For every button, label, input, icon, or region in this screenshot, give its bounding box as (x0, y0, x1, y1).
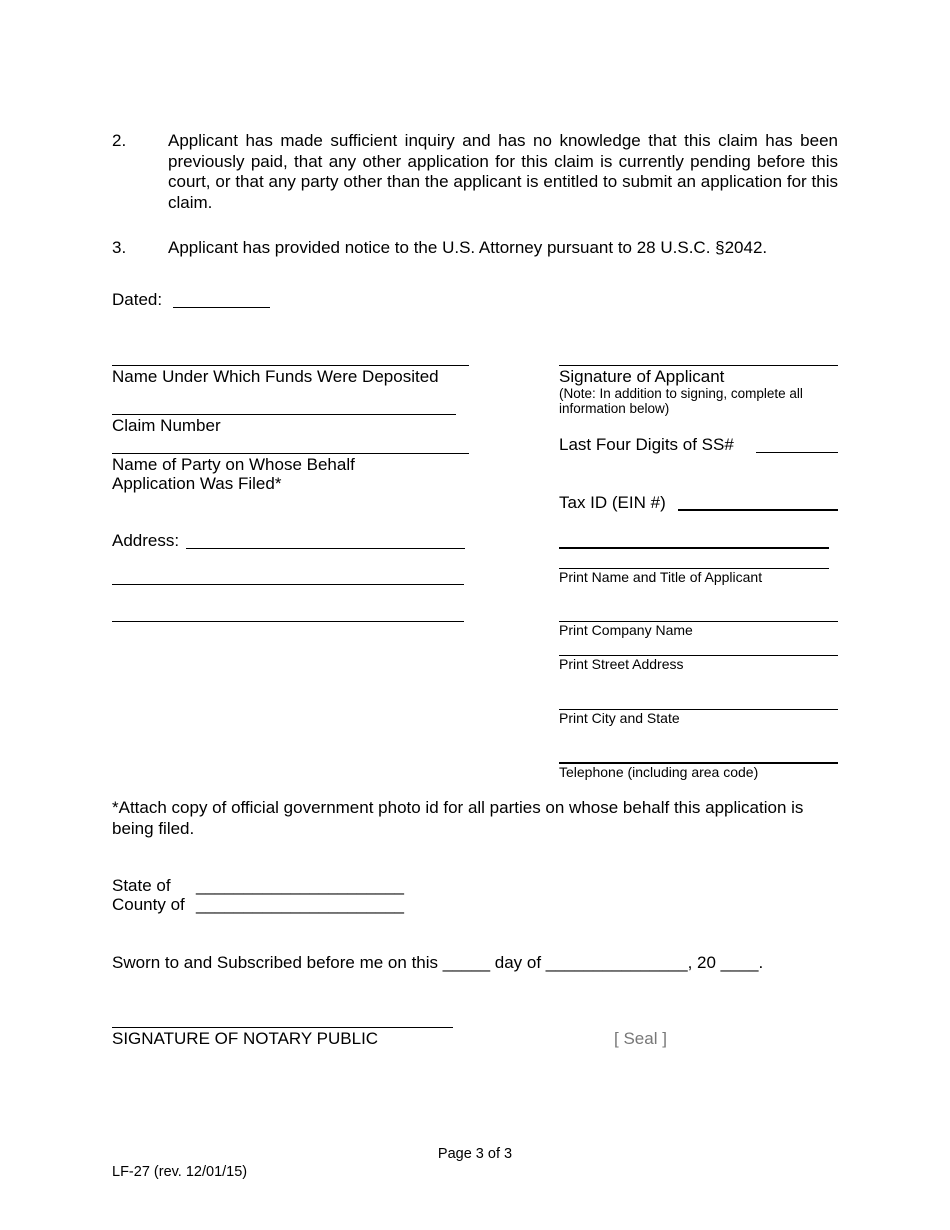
claim-number-field[interactable] (112, 414, 456, 415)
ssn-label: Last Four Digits of SS# (559, 435, 734, 454)
print-street-label: Print Street Address (559, 656, 684, 672)
telephone-label: Telephone (including area code) (559, 764, 759, 780)
state-field[interactable]: ______________________ (196, 876, 405, 895)
form-id: LF-27 (rev. 12/01/15) (112, 1164, 248, 1180)
notary-signature-label: SIGNATURE OF NOTARY PUBLIC (112, 1029, 379, 1048)
notary-signature-field[interactable] (112, 1027, 453, 1028)
dated-field[interactable] (173, 307, 270, 308)
applicant-signature-label: Signature of Applicant (559, 367, 725, 386)
page-number: Page 3 of 3 (437, 1146, 513, 1162)
signature-note: (Note: In addition to signing, complete all information below) (559, 386, 803, 416)
item-2-text: Applicant has made sufficient inquiry and has no knowledge that this claim has been previously paid, that any other application for this claim is currently pending before this court, or that any party other than the applicant is entitled to submit an application for this claim. (168, 131, 838, 212)
tax-id-field[interactable] (678, 509, 838, 511)
address-line-3[interactable] (112, 621, 464, 622)
attach-note: *Attach copy of official government photo id for all parties on whose behalf this application is being filed. (112, 798, 804, 838)
print-name-label: Print Name and Title of Applicant (559, 569, 763, 585)
funds-name-field[interactable] (112, 365, 469, 366)
applicant-signature-field[interactable] (559, 365, 838, 366)
print-name-field[interactable] (559, 547, 829, 549)
state-label: State of (112, 876, 171, 895)
print-city-label: Print City and State (559, 710, 680, 726)
tax-id-label: Tax ID (EIN #) (559, 493, 666, 512)
party-name-field[interactable] (112, 453, 469, 454)
funds-name-label: Name Under Which Funds Were Deposited (112, 367, 439, 386)
seal-placeholder: [ Seal ] (614, 1029, 667, 1048)
sworn-statement: Sworn to and Subscribed before me on this _____ day of _______________, 20 ____. (112, 953, 764, 972)
claim-number-label: Claim Number (112, 416, 221, 435)
party-name-label-1: Name of Party on Whose Behalf (112, 455, 355, 474)
county-field[interactable]: ______________________ (196, 895, 405, 914)
dated-label: Dated: (112, 290, 163, 309)
ssn-field[interactable] (756, 452, 838, 453)
address-line-2[interactable] (112, 584, 464, 585)
address-label: Address: (112, 531, 180, 550)
item-3-number: 3. (112, 238, 127, 257)
address-line-1[interactable] (186, 548, 465, 549)
party-name-label-2: Application Was Filed* (112, 474, 282, 493)
item-3-text: Applicant has provided notice to the U.S. Attorney pursuant to 28 U.S.C. §2042. (168, 238, 768, 257)
county-label: County of (112, 895, 185, 914)
item-2-number: 2. (112, 131, 127, 150)
print-company-label: Print Company Name (559, 622, 693, 638)
